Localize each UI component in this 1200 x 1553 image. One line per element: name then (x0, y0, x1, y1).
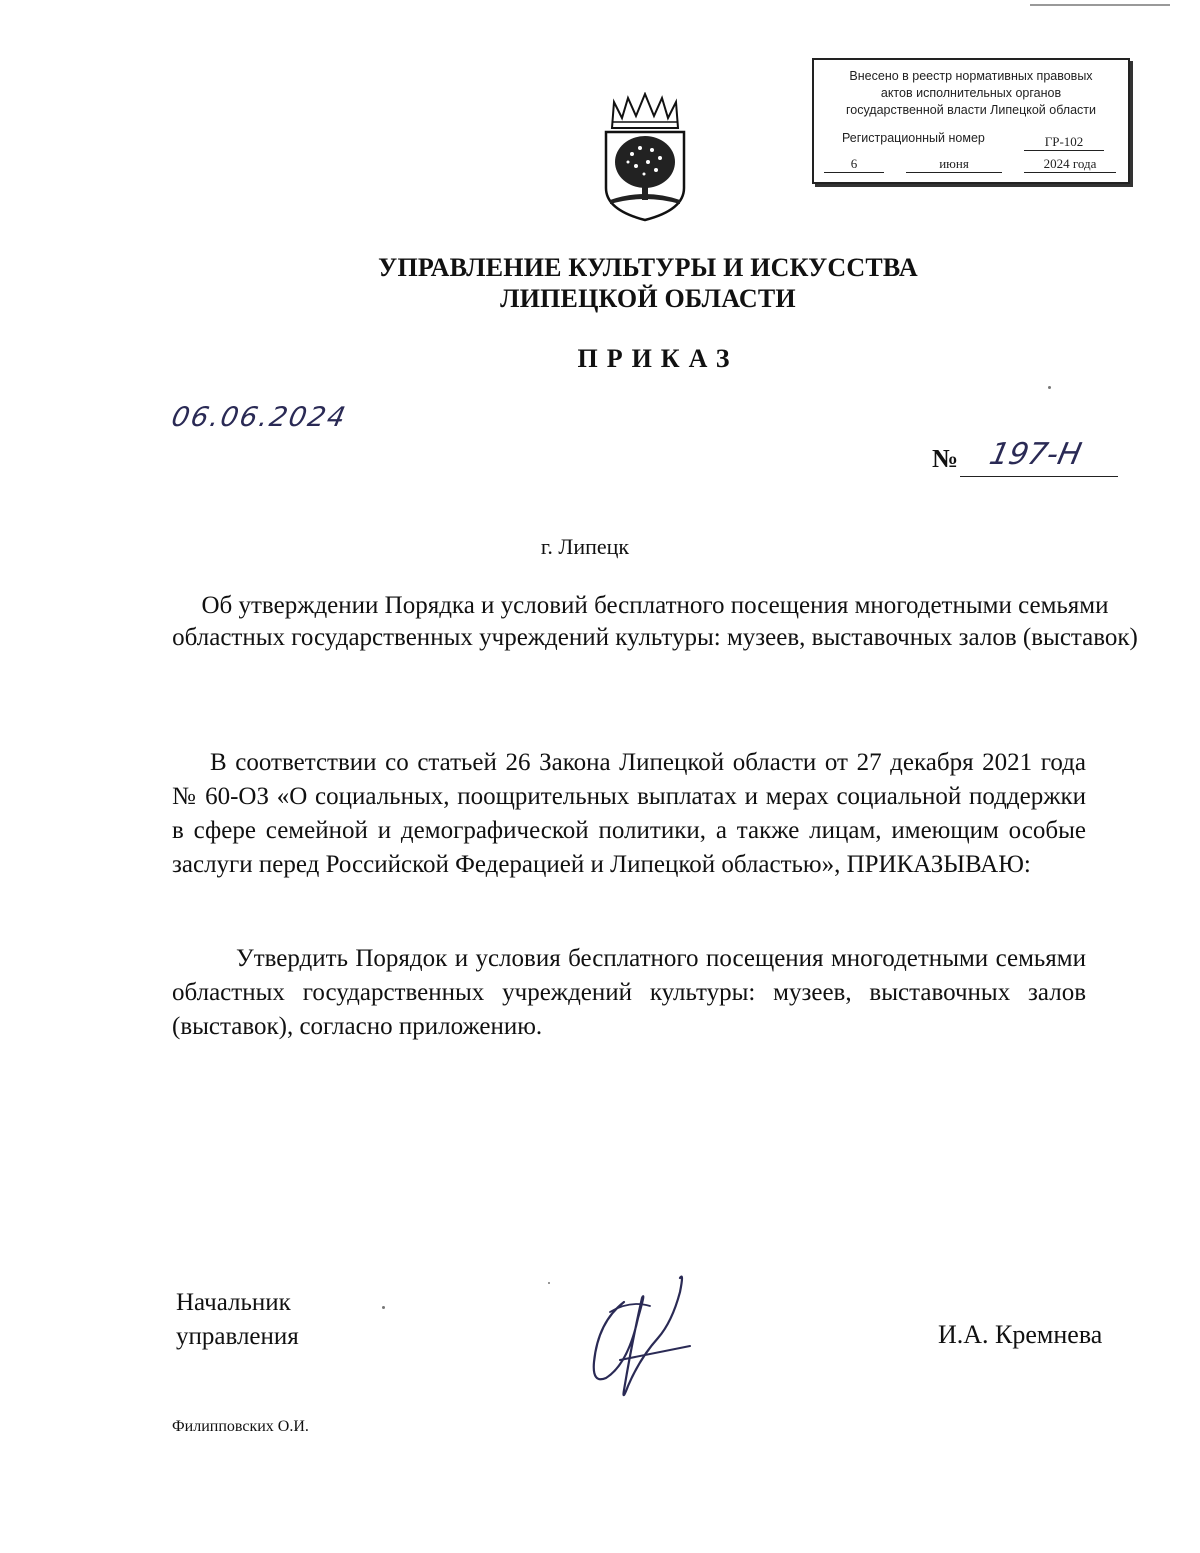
stamp-line-1: Внесено в реестр нормативных правовых (849, 69, 1093, 83)
scan-speck (548, 1282, 550, 1284)
signer-name: И.А. Кремнева (938, 1320, 1103, 1349)
signer-position-line-2: управления (176, 1323, 299, 1350)
stamp-year: 2024 года (1024, 156, 1116, 173)
scan-speck (1048, 386, 1051, 389)
document-type: ПРИКАЗ (577, 344, 739, 373)
stamp-reg-label: Регистрационный номер (842, 131, 985, 145)
signer-position-line-1: Начальник (176, 1289, 291, 1316)
scan-speck (382, 1306, 385, 1309)
stamp-day: 6 (824, 156, 884, 173)
stamp-reg-number: ГР-102 (1024, 134, 1104, 151)
handwritten-number: 197-Н (986, 437, 1085, 472)
scan-edge-mark (1030, 4, 1170, 6)
body-paragraph-2: Утвердить Порядок и условия бесплатного посещения многодетными семьями областных государственных учреждений культуры: музеев, выставочных залов (выставок), согласно приложению. (172, 945, 1086, 1040)
handwritten-signature-icon (580, 1262, 700, 1412)
lipetsk-coat-of-arms-icon (600, 92, 690, 222)
document-subject: Об утверждении Порядка и условий бесплатного посещения многодетными семьями областных государственных учреждений культуры: музеев, выставочных залов (выставок) (172, 592, 1138, 651)
org-name-line-2: ЛИПЕЦКОЙ ОБЛАСТИ (500, 284, 796, 313)
number-label: № (932, 444, 959, 473)
city: г. Липецк (540, 534, 630, 559)
stamp-line-2: актов исполнительных органов (880, 86, 1062, 100)
registry-stamp (812, 58, 1130, 184)
body-paragraph-1: В соответствии со статьей 26 Закона Липецкой области от 27 декабря 2021 года № 60-ОЗ «О социальных, поощрительных выплатах и мерах социальной поддержки в сфере семейной и демографической политики, а также лицам, имеющим особые заслуги перед Российской Федерацией и Липецкой областью», ПРИКАЗЫВАЮ: (172, 749, 1086, 878)
signer-position (176, 1286, 299, 1354)
stamp-line-3: государственной власти Липецкой области (845, 103, 1097, 117)
stamp-month: июня (906, 156, 1002, 173)
org-name-line-1: УПРАВЛЕНИЕ КУЛЬТУРЫ И ИСКУССТВА (378, 253, 918, 282)
number-underline (960, 476, 1118, 477)
executor-name: Филипповских О.И. (172, 1418, 309, 1435)
handwritten-date: 06.06.2024 (168, 402, 350, 433)
